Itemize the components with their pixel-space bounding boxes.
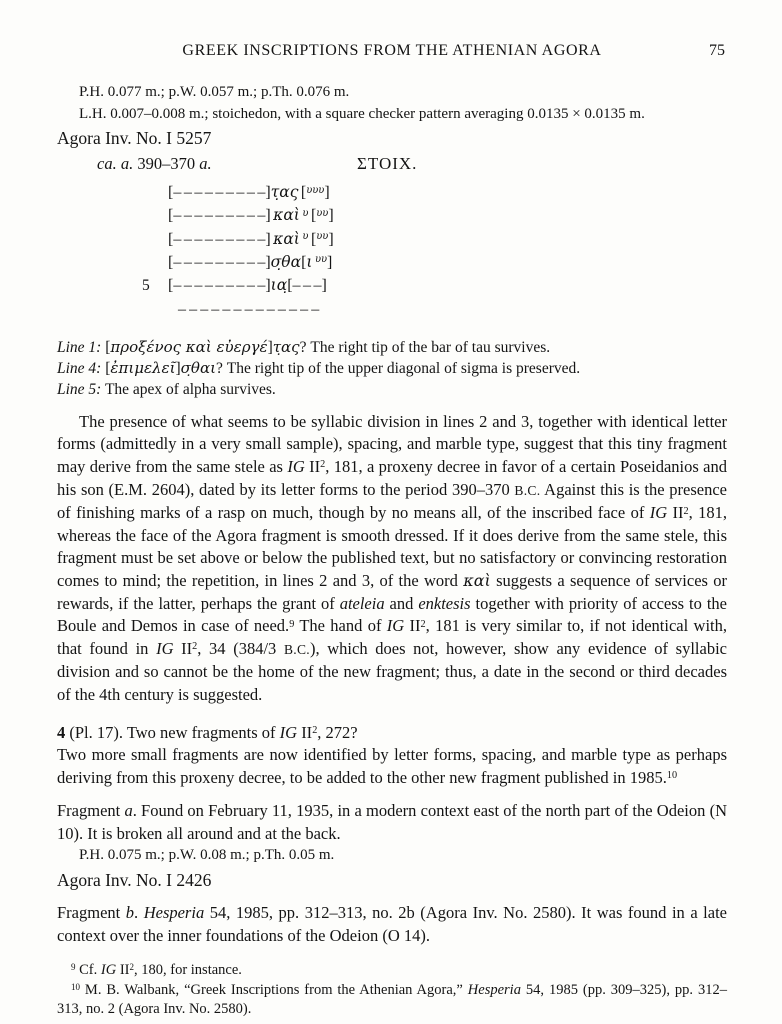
inscription-line-2 (142, 204, 727, 227)
fragment-b-paragraph: Fragment b. Hesperia 54, 1985, pp. 312–313, no. 2b (Agora Inv. No. 2580). It was found in a late context over the inner foundations of the Odeion (O 14). (57, 902, 727, 945)
inscription-line-number (142, 204, 168, 227)
measurements-line-2: L.H. 0.007–0.008 m.; stoichedon, with a square checker pattern averaging 0.0135 × 0.0135 m. (79, 105, 645, 122)
inscription-line-text: [– – – – – – – – –] καὶ $^\upsilon$ [$^{\upsilon\upsilon}$] (168, 206, 334, 225)
inscription-line-number: 5 (142, 277, 150, 295)
entry-4-heading: 4 (Pl. 17). Two new fragments of IG $II^2$, 272? (57, 722, 358, 742)
inscription-line-text: [– – – – – – – – –]τ̣ας [$^{\upsilon\upsilon\upsilon}$] (168, 183, 330, 201)
inscription-line-text: [– – – – – – – – –]ια̣[– – –] (168, 276, 327, 295)
inscription-line-1 (142, 181, 727, 204)
inscription-block (142, 181, 727, 322)
inscription-line-text: [– – – – – – – – –]σ̣θα[ι $^{\upsilon\upsilon}$] (168, 252, 333, 271)
inscription-line-number (142, 181, 168, 204)
inscription-line-3 (142, 228, 727, 251)
inscription-line-5 (142, 274, 727, 297)
running-head (0, 42, 782, 60)
footnotes (57, 961, 727, 1020)
inscription-line-text: [– – – – – – – – –] καὶ $^\upsilon$ [$^{\upsilon\upsilon}$] (168, 229, 334, 248)
measurements-line-1: P.H. 0.077 m.; p.W. 0.057 m.; p.Th. 0.076 m. (79, 84, 350, 100)
entry-4-intro: Two more small fragments are now identified by letter forms, spacing, and marble type as perhaps deriving from this proxeny decree, to be added to the other new fragment published in 1985.10 (57, 745, 727, 787)
epigraphic-notes (57, 337, 727, 400)
date-label: ca. a. 390–370 a. (97, 154, 212, 173)
note-line-5: Line 5: The apex of alpha survives. (57, 380, 276, 398)
running-title: GREEK INSCRIPTIONS FROM THE ATHENIAN AGORA (182, 42, 602, 59)
measurements-fragment-a: P.H. 0.075 m.; p.W. 0.08 m.; p.Th. 0.05 m. (79, 847, 335, 864)
stoichedon-label: ΣΤΟΙΧ. (357, 154, 418, 173)
fragment-a-paragraph: Fragment a. Found on February 11, 1935, in a modern context east of the north part of the Odeion (N 10). It is broken all around and at the back. (57, 801, 727, 843)
inventory-number: Agora Inv. No. I 5257 (57, 128, 212, 148)
footnote-9: $^9$ Cf. IG $II^2$, 180, for instance. (71, 962, 242, 979)
inscription-lacuna-dashes: – – – – – – – – – – – – – (178, 301, 320, 319)
note-line-4: Line 4: [ἐπιμελεῖ]σ̣θαι? The right tip of the upper diagonal of sigma is preserved. (57, 358, 581, 377)
inscription-line-4 (142, 251, 727, 274)
date-row (57, 152, 727, 176)
inscription-line-number (142, 228, 168, 251)
discussion-paragraph: The presence of what seems to be syllabic division in lines 2 and 3, together with identical letter forms (admittedly in a very small sample), spacing, and marble type, suggest that this tiny fragment may derive from the same stele as IG $II^2$, 181, a proxeny decree in favor of a certain Poseidanios and his son (E.M. 2604), dated by its letter forms to the period 390–370 B.C. Against this is the presence of finishing marks of a rasp on much, though by no means all, of the inscribed face of IG $II^2$, 181, whereas the face of the Agora fragment is smooth dressed. If it does derive from the same stele, this fragment must be set above or below the published text, but no satisfactory or convincing restoration comes to mind; the repetition, in lines 2 and 3, of the word καὶ suggests a sequence of services or rewards, if the latter, perhaps the grant of ateleia and enktesis together with priority of access to the Boule and Demos in case of need.$^9$ The hand of IG $II^2$, 181 is very similar to, if not identical with, that found in IG $II^2$, 34 (384/3 B.C.), which does not, however, show any evidence of syllabic division and so cannot be the home of the new fragment; thus, a date in the second or third decades of the 4th century is suggested. (57, 411, 728, 704)
page-body (0, 82, 782, 1020)
page-number: 75 (709, 42, 725, 59)
inventory-number-fragment-a: Agora Inv. No. I 2426 (57, 869, 212, 890)
footnote-10: $^{10}$ M. B. Walbank, “Greek Inscriptions from the Athenian Agora,” Hesperia 54, 1985 (pp. 309–325), pp. 312–313, no. 2 (Agora Inv. No. 2580). (57, 981, 727, 1018)
note-line-1: Line 1: [προξένος καὶ εὐεργέ]τ̣ας? The right tip of the bar of tau survives. (57, 337, 551, 356)
inscription-line-number (142, 251, 168, 274)
